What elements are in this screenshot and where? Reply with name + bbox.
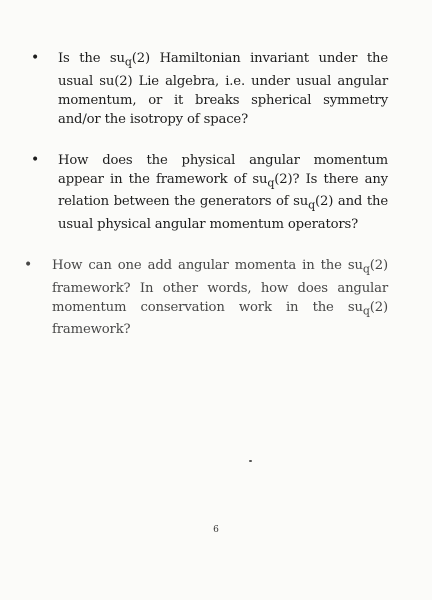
subscript-q: q bbox=[308, 198, 316, 212]
question-text-part: Is the su bbox=[58, 51, 125, 66]
question-text-part: (2) Hamiltonian invariant under the usual su(2) Lie algebra, i.e. under usual angular momentum, or it breaks spherical symmetry and/or the isotropy of space? bbox=[58, 51, 388, 127]
question-text-part: How does the physical angular momentum appear in the framework of su bbox=[58, 152, 388, 187]
subscript-q: q bbox=[267, 176, 275, 190]
question-text-part: (2) framework? In other words, how does angular momentum conservation work in the su bbox=[52, 257, 388, 315]
subscript-q: q bbox=[362, 262, 370, 276]
scan-speck bbox=[249, 460, 252, 462]
bullet-icon: • bbox=[31, 50, 40, 66]
bullet-icon: • bbox=[24, 256, 33, 273]
question-text-part: (2) framework? bbox=[52, 299, 388, 338]
question-text-part: How can one add angular momenta in the su bbox=[52, 257, 363, 273]
question-item-1 bbox=[28, 49, 388, 129]
subscript-q: q bbox=[124, 55, 132, 69]
page-number: 6 bbox=[213, 525, 219, 535]
question-text-part: (2)? Is there any relation between the generators of su bbox=[58, 171, 388, 210]
question-list bbox=[24, 49, 388, 361]
subscript-q: q bbox=[362, 304, 370, 318]
bullet-icon: • bbox=[31, 151, 40, 168]
question-text-part: (2) and the usual physical angular momentum operators? bbox=[58, 194, 388, 232]
question-item-2 bbox=[28, 151, 388, 234]
question-item-3 bbox=[24, 256, 388, 339]
